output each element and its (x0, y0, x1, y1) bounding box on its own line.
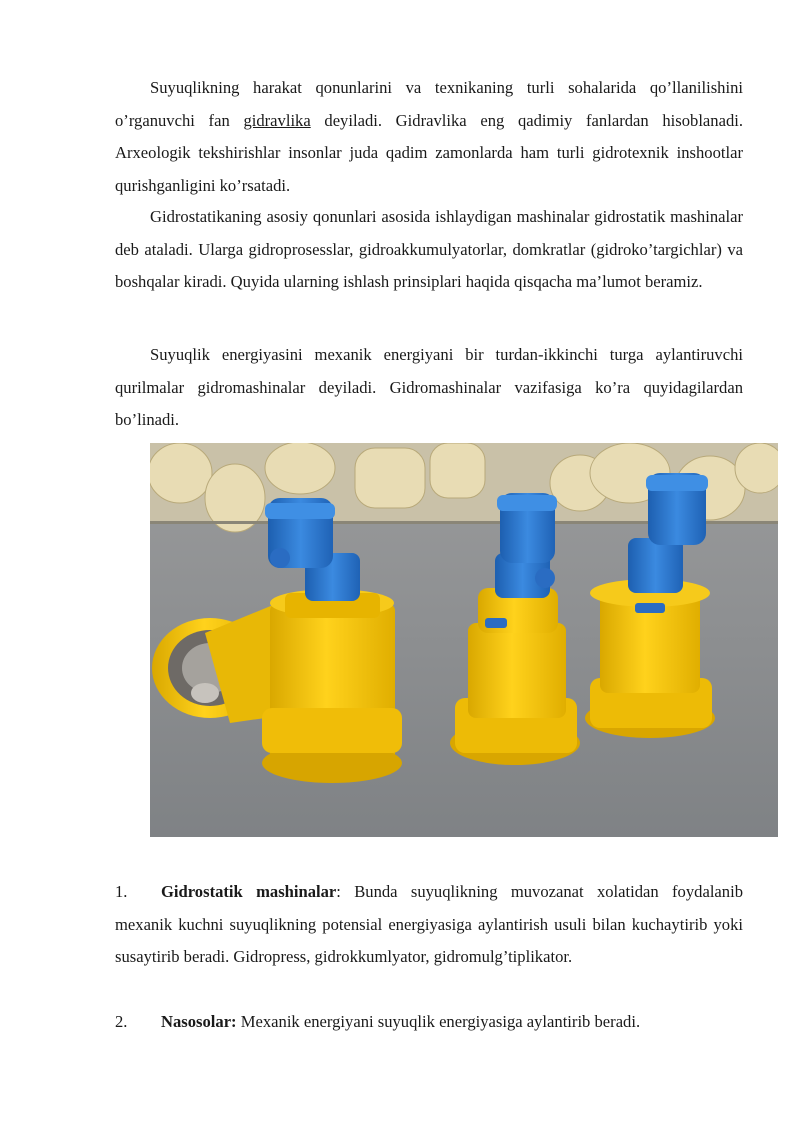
list-term: Gidrostatik mashinalar (161, 882, 337, 901)
paragraph-hydrostatic: Gidrostatikaning asosiy qonunlari asosida ishlaydigan mashinalar gidrostatik mashinalar deb ataladi. Ularga gidroprosesslar, gidroakkumulyatorlar, domkratlar (gidroko’targichlar) va boshqalar kiradi. Quyida ularning ishlash prinsiplari haqida qisqacha ma’lumot beramiz. (115, 207, 743, 291)
list-item-pumps (115, 1006, 743, 1039)
paragraph-text: Suyuqlikning harakat qonunlarini va texnikaning turli sohalarida qo’llanilishini o’rganuvchi fan (115, 78, 743, 130)
paragraph-text: deyiladi. Gidravlika eng qadimiy fanlardan hisoblanadi. Arxeologik tekshirishlar insonlar juda qadim zamonlarda ham turli gidrotexnik inshootlar qurishganligini ko’rsatadi. (115, 110, 744, 195)
list-number: 1. (115, 882, 128, 901)
list-item-hydrostatic-machines (115, 876, 743, 974)
list-term: Nasosolar: (161, 1012, 237, 1031)
list-text: Mexanik energiyani suyuqlik energiyasiga aylantirib beradi. (236, 1012, 641, 1031)
paragraph-intro (115, 72, 743, 202)
gidravlika-link[interactable]: gidravlika (243, 110, 311, 130)
hydraulic-machines-photo (150, 443, 778, 837)
list-text: : Bunda suyuqlikning muvozanat xolatidan foydalanib mexanik kuchni suyuqlikning potensial energiyasiga aylantirish usuli bilan kuchaytirib yoki susaytirib beradi. Gidropress, gidrokkumlyator, gidromulg’tiplikator. (115, 882, 743, 966)
list-number: 2. (115, 1012, 128, 1031)
paragraph-hydromachines: Suyuqlik energiyasini mexanik energiyani bir turdan-ikkinchi turga aylantiruvchi qurilmalar gidromashinalar deyiladi. Gidromashinalar vazifasiga ko’ra quyidagilardan bo’linadi. (115, 345, 743, 429)
